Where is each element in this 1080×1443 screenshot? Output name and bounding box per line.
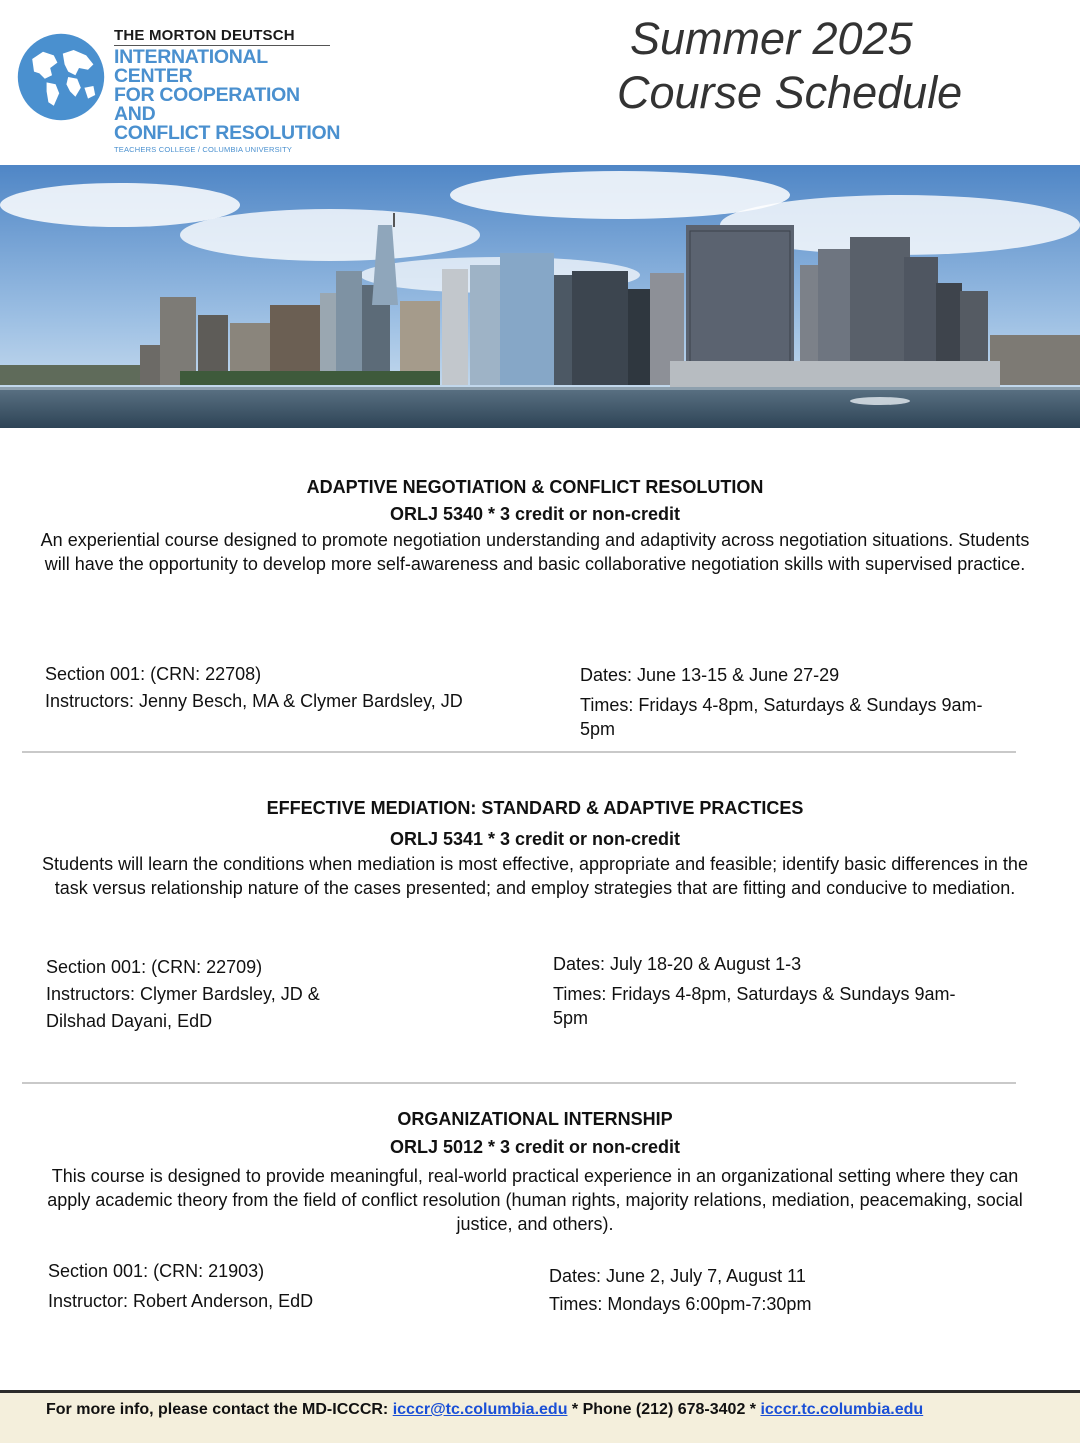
section-divider	[22, 1082, 1016, 1084]
course-times: Times: Mondays 6:00pm-7:30pm	[549, 1294, 812, 1314]
course-code: ORLJ 5341 * 3 credit or non-credit	[389, 829, 681, 849]
footer-contact	[46, 1401, 923, 1419]
course-times: Times: Fridays 4-8pm, Saturdays & Sundays 9am-5pm	[553, 984, 956, 1028]
course-description: Students will learn the conditions when mediation is most effective, appropriate and feasible; identify basic differences in the task versus relationship nature of the cases presented; and employ strategies that are fitting and conducive to mediation.	[42, 854, 1028, 898]
course-times: Times: Fridays 4-8pm, Saturdays & Sundays 9am-5pm	[580, 695, 983, 739]
email-link[interactable]: icccr@tc.columbia.edu	[392, 1401, 568, 1418]
logo-line-2: INTERNATIONAL CENTER	[114, 46, 268, 87]
skyline-photo	[0, 165, 1080, 428]
logo-line-3: FOR COOPERATION AND	[114, 84, 300, 125]
course-section: Section 001: (CRN: 22708)	[45, 664, 262, 684]
course-description: An experiential course designed to promote negotiation understanding and adaptivity across negotiation situations. Students will have the opportunity to develop more self-awareness and basic collaborative negotiation skills with supervised practice.	[40, 530, 1030, 574]
footer-phone: * Phone (212) 678-3402 *	[567, 1401, 761, 1418]
center-logo	[14, 26, 344, 154]
footer-prefix: For more info, please contact the MD-ICCCR:	[46, 1401, 393, 1418]
course-code: ORLJ 5340 * 3 credit or non-credit	[389, 504, 681, 524]
course-title: ORGANIZATIONAL INTERNSHIP	[397, 1109, 673, 1129]
title-line-1: Summer 2025	[630, 13, 913, 64]
course-dates: Dates: July 18-20 & August 1-3	[553, 954, 802, 974]
course-title: EFFECTIVE MEDIATION: STANDARD & ADAPTIVE PRACTICES	[266, 798, 804, 818]
course-section: Section 001: (CRN: 21903)	[48, 1261, 265, 1281]
footer-bar	[0, 1390, 1080, 1443]
logo-line-5: TEACHERS COLLEGE / COLUMBIA UNIVERSITY	[114, 145, 293, 154]
page-title	[600, 12, 1000, 120]
course-title: ADAPTIVE NEGOTIATION & CONFLICT RESOLUTION	[306, 477, 764, 497]
logo-line-1: THE MORTON DEUTSCH	[114, 27, 295, 44]
course-instructors-line-1: Instructors: Clymer Bardsley, JD &	[46, 984, 320, 1004]
section-divider	[22, 751, 1016, 753]
course-instructors-line-2: Dilshad Dayani, EdD	[46, 1011, 213, 1031]
course-description: This course is designed to provide meaningful, real-world practical experience in an organizational setting where they can apply academic theory from the field of conflict resolution (human rights, majority relations, mediation, peacemaking, social justice, and others).	[47, 1166, 1023, 1234]
globe-icon	[16, 32, 106, 122]
logo-line-4: CONFLICT RESOLUTION	[114, 122, 341, 144]
course-code: ORLJ 5012 * 3 credit or non-credit	[389, 1137, 681, 1157]
title-line-2: Course Schedule	[617, 67, 963, 118]
website-link[interactable]: icccr.tc.columbia.edu	[760, 1401, 924, 1418]
course-instructors: Instructors: Jenny Besch, MA & Clymer Bardsley, JD	[45, 691, 463, 711]
course-dates: Dates: June 2, July 7, August 11	[549, 1266, 806, 1286]
course-instructors: Instructor: Robert Anderson, EdD	[48, 1291, 314, 1311]
course-section: Section 001: (CRN: 22709)	[46, 957, 263, 977]
course-dates: Dates: June 13-15 & June 27-29	[580, 665, 840, 685]
